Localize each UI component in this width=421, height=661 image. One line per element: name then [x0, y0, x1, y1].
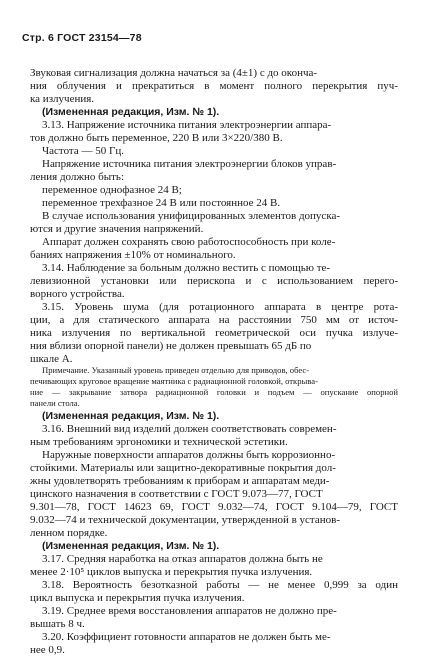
text-line: 3.13. Напряжение источника питания электроэнергии аппара- [42, 119, 332, 131]
text-line: ции, а для статического аппарата на расстоянии 750 мм от источ- [30, 314, 398, 326]
text-line: 9.301—78, ГОСТ 14623 69, ГОСТ 9.032—74, ГОСТ 9.104—79, ГОСТ [30, 501, 398, 513]
text-line: Звуковая сигнализация должна начаться за (4±1) с до оконча- [30, 67, 318, 79]
text-line: 3.20. Коэффициент готовности аппаратов не должен быть ме- [42, 631, 331, 643]
footnote-line: ние — закрывание затвора радиационной головки и подъем — опускание опорной [30, 387, 398, 397]
amendment-note: (Измененная редакция, Изм. № 1). [42, 106, 220, 118]
text-line: ния вблизи опорной панели) не должен превышать 65 дБ по [30, 340, 312, 352]
text-line: 3.17. Средняя наработка на отказ аппаратов должна быть не [42, 553, 323, 565]
text-line: нее 0,9. [30, 644, 65, 656]
amendment-note: (Измененная редакция, Изм. № 1). [42, 540, 220, 552]
text-line: ворного устройства. [30, 288, 125, 300]
amendment-note: (Измененная редакция, Изм. № 1). [42, 410, 220, 422]
text-line: ным требованиям эргономики и технической эстетики. [30, 436, 288, 448]
text-line: менее 2·10⁵ циклов выпуска и перекрытия пучка излучения. [30, 566, 313, 578]
text-line: ления должно быть: [30, 171, 124, 183]
text-line: ка излучения. [30, 93, 95, 105]
text-line: переменное однофазное 24 В; [42, 184, 182, 196]
text-line: Наружные поверхности аппаратов должны быть коррозионно- [42, 449, 336, 461]
text-line: ленном порядке. [30, 527, 108, 539]
text-line: шкале А. [30, 353, 73, 365]
text-line: Аппарат должен сохранять свою работоспособность при коле- [42, 236, 336, 248]
text-line: вышать 8 ч. [30, 618, 85, 630]
footnote-line: печивающих круговое вращение маятника с радиационной головкой, открыва- [30, 376, 318, 386]
text-line: Частота — 50 Гц. [42, 145, 125, 157]
page-header: Стр. 6 ГОСТ 23154—78 [22, 32, 142, 44]
text-line: 3.15. Уровень шума (для ротационного аппарата в центре рота- [42, 301, 398, 313]
text-line: 3.14. Наблюдение за больным должно вестить с помощью те- [42, 262, 331, 274]
text-line: 9.032—74 и технической документации, утвержденной в установ- [30, 514, 341, 526]
text-line: цинского назначения в соответствии с ГОСТ 9.073—77, ГОСТ [30, 488, 323, 500]
footnote-line: Примечание. Указанный уровень приведен отдельно для приводов, обес- [42, 365, 310, 375]
text-line: цикл выпуска и перекрытия пучка излучения. [30, 592, 245, 604]
text-line: 3.18. Вероятность безотказной работы — не менее 0,999 за один [42, 579, 398, 591]
text-line: ника излучения по вертикальной геометрической оси пучка излуче- [30, 327, 398, 339]
text-line: ются и другие значения напряжений. [30, 223, 204, 235]
text-line: 3.19. Среднее время восстановления аппаратов не должно пре- [42, 605, 337, 617]
text-line: ния облучения и прекратиться в момент полного перекрытия пуч- [30, 80, 398, 92]
text-line: левизионной установки или перископа и с использованием перего- [30, 275, 398, 287]
text-line: тов должно быть переменное, 220 В или 3×220/380 В. [30, 132, 283, 144]
text-line: Напряжение источника питания электроэнергии блоков управ- [42, 158, 337, 170]
footnote-line: панели стола. [30, 398, 80, 408]
text-line: 3.16. Внешний вид изделий должен соответствовать современ- [42, 423, 337, 435]
text-line: жны удовлетворять требованиям к приборам и аппаратам меди- [30, 475, 330, 487]
text-line: стойкими. Материалы или защитно-декоративные покрытия дол- [30, 462, 336, 474]
text-line: баниях напряжения ±10% от номинального. [30, 249, 236, 261]
text-line: В случае использования унифицированных элементов допуска- [42, 210, 341, 222]
text-line: переменное трехфазное 24 В или постоянное 24 В. [42, 197, 281, 209]
